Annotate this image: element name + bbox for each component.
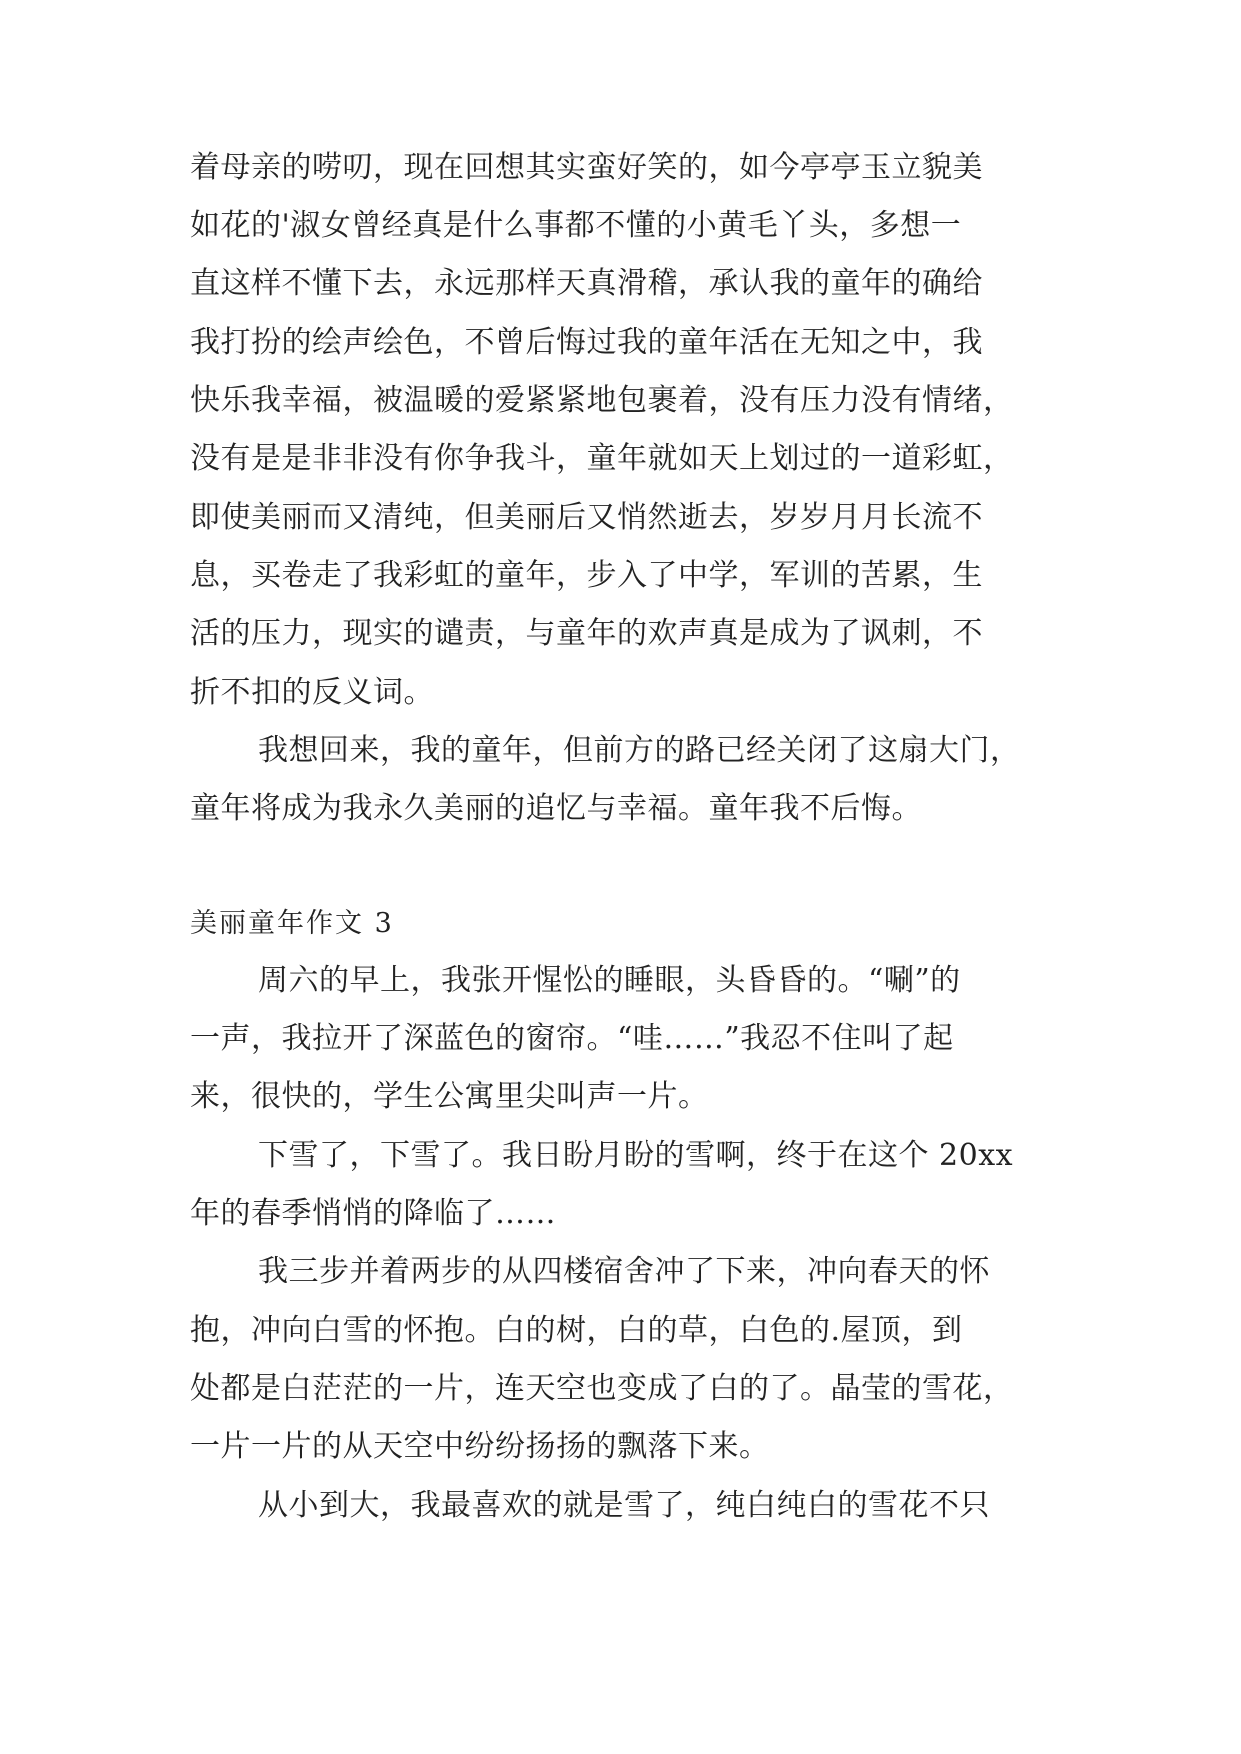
section-title: 美丽童年作文 3 — [190, 908, 394, 939]
paragraph-line: 童年将成为我永久美丽的追忆与幸福。童年我不后悔。 — [190, 791, 922, 826]
paragraph-line: 折不扣的反义词。 — [190, 675, 434, 710]
paragraph-line: 快乐我幸福，被温暖的爱紧紧地包裹着，没有压力没有情绪， — [190, 383, 1014, 418]
paragraph-line: 抱，冲向白雪的怀抱。白的树，白的草，白色的.屋顶，到 — [190, 1313, 963, 1348]
paragraph-line: 处都是白茫茫的一片，连天空也变成了白的了。晶莹的雪花， — [190, 1371, 1014, 1406]
paragraph-line: 来，很快的，学生公寓里尖叫声一片。 — [190, 1079, 709, 1114]
paragraph-line: 我三步并着两步的从四楼宿舍冲了下来，冲向春天的怀 — [258, 1254, 990, 1289]
paragraph-line: 没有是是非非没有你争我斗，童年就如天上划过的一道彩虹， — [190, 441, 1014, 476]
paragraph-line: 着母亲的唠叨，现在回想其实蛮好笑的，如今亭亭玉立貌美 — [190, 150, 983, 185]
paragraph-line: 一声，我拉开了深蓝色的窗帘。“哇……”我忍不住叫了起 — [190, 1021, 954, 1056]
paragraph-line: 即使美丽而又清纯，但美丽后又悄然逝去，岁岁月月长流不 — [190, 500, 983, 535]
paragraph-line: 从小到大，我最喜欢的就是雪了，纯白纯白的雪花不只 — [258, 1488, 990, 1523]
paragraph-line: 我想回来，我的童年，但前方的路已经关闭了这扇大门， — [258, 733, 1021, 768]
paragraph-line: 息，买卷走了我彩虹的童年，步入了中学，军训的苦累，生 — [190, 558, 983, 593]
paragraph-line: 活的压力，现实的谴责，与童年的欢声真是成为了讽刺，不 — [190, 616, 983, 651]
paragraph-line: 年的春季悄悄的降临了…… — [190, 1196, 556, 1231]
paragraph-line: 下雪了，下雪了。我日盼月盼的雪啊，终于在这个 20xx — [258, 1138, 1014, 1173]
paragraph-line: 我打扮的绘声绘色，不曾后悔过我的童年活在无知之中，我 — [190, 325, 983, 360]
paragraph-line: 周六的早上，我张开惺忪的睡眼，头昏昏的。“唰”的 — [258, 963, 961, 998]
paragraph-line: 如花的'淑女曾经真是什么事都不懂的小黄毛丫头，多想一 — [190, 208, 962, 243]
paragraph-line: 直这样不懂下去，永远那样天真滑稽，承认我的童年的确给 — [190, 266, 983, 301]
paragraph-line: 一片一片的从天空中纷纷扬扬的飘落下来。 — [190, 1429, 770, 1464]
